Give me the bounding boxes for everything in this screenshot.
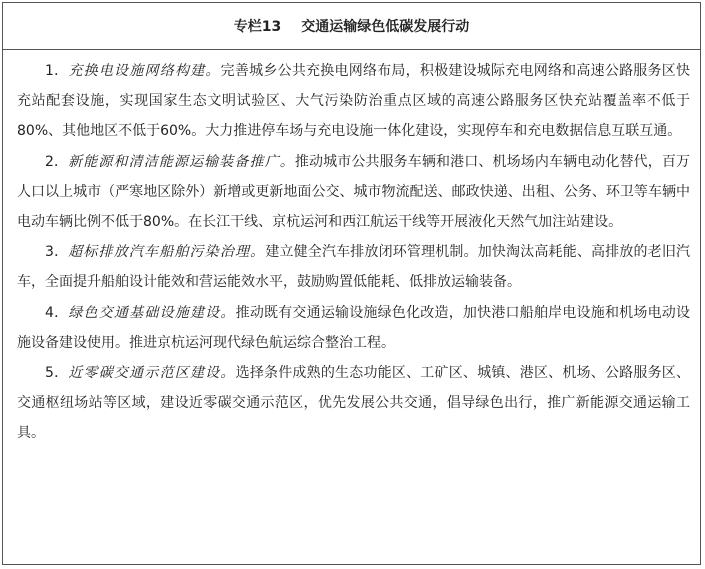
item-body: 建立健全汽车排放闭环管理机制。加快淘汰高耗能、高排放的老旧汽车，全面提升船舶设计能效和营运能效水平，鼓励购置低能耗、低排放运输装备。 (17, 244, 690, 291)
item-title: 绿色交通基础设施建设。 (68, 304, 236, 321)
item-number: 5． (45, 365, 69, 382)
column-header (3, 3, 700, 50)
item-title: 新能源和清洁能源运输装备推广。 (68, 153, 295, 170)
column-box (2, 2, 701, 565)
item-number: 3． (45, 244, 69, 261)
item-number: 1． (45, 63, 69, 79)
item-body: 推动既有交通运输设施绿色化改造，加快港口船舶岸电设施和机场电动设施设备建设使用。推进京杭运河现代绿色航运综合整治工程。 (17, 304, 691, 351)
item-number: 4． (45, 304, 69, 321)
column-label: 专栏13 (233, 19, 282, 35)
item-title: 超标排放汽车船舶污染治理。 (68, 244, 266, 261)
column-title: 交通运输绿色低碳发展行动 (301, 19, 470, 35)
list-item (17, 298, 690, 358)
list-item (17, 358, 690, 449)
item-title: 充换电设施网络构建。 (68, 63, 221, 79)
item-body: 完善城乡公共充换电网络布局，积极建设城际充电网络和高速公路服务区快充站配套设施，实现国家生态文明试验区、大气污染防治重点区域的高速公路服务区快充站覆盖率不低于80%、其他地区不低于60%。大力推进停车场与充电设施一体化建设，实现停车和充电数据信息互联互通。 (17, 63, 690, 140)
item-title: 近零碳交通示范区建设。 (68, 365, 236, 382)
column-content (3, 50, 700, 449)
list-item (17, 237, 690, 297)
item-number: 2． (45, 153, 69, 170)
item-body: 选择条件成熟的生态功能区、工矿区、城镇、港区、机场、公路服务区、交通枢纽场站等区域，建设近零碳交通示范区，优先发展公共交通，倡导绿色出行，推广新能源交通运输工具。 (17, 365, 691, 442)
item-body: 推动城市公共服务车辆和港口、机场场内车辆电动化替代，百万人口以上城市（严寒地区除外）新增或更新地面公交、城市物流配送、邮政快递、出租、公务、环卫等车辆中电动车辆比例不低于80%。在长江干线、京杭运河和西江航运干线等开展液化天然气加注站建设。 (17, 153, 690, 231)
list-item (17, 147, 690, 238)
list-item (17, 56, 690, 147)
